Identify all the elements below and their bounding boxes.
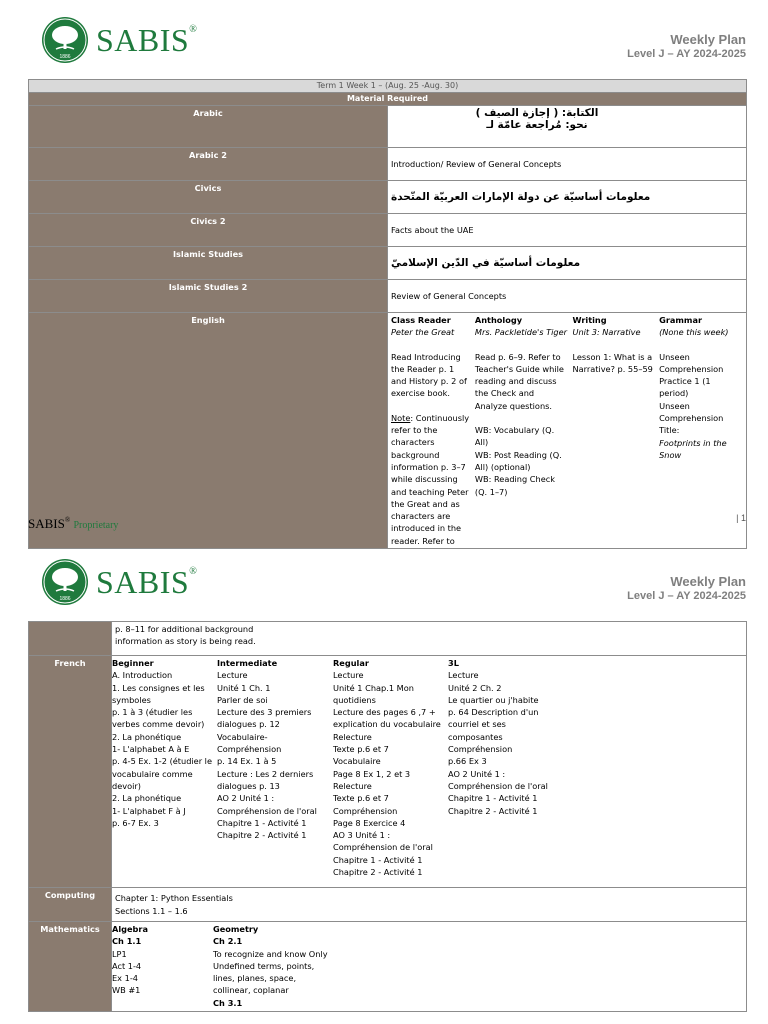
plan-line: p. 6-7 Ex. 3 (112, 817, 159, 828)
writing-column: Writing Unit 3: Narrative Lesson 1: What is a Narrative? p. 55–59 (572, 315, 653, 374)
plan-line: Vocabulaire-Compréhension (217, 731, 282, 755)
plan-title (627, 574, 746, 602)
subject-label: Civics 2 (29, 214, 388, 247)
level-year: Level J – AY 2024-2025 (627, 590, 746, 602)
row-civics-2 (29, 214, 747, 247)
plan-line: Ex 1-4 (112, 973, 138, 984)
subject-label: Computing (29, 888, 112, 922)
weekly-plan-title: Weekly Plan (670, 574, 746, 589)
plan-line: Chapitre 2 - Activité 1 (448, 805, 538, 816)
plan-line: Chapitre 2 - Activité 1 (333, 867, 423, 878)
plan-line: Compréhension (333, 805, 398, 816)
svg-text:1886: 1886 (59, 596, 71, 602)
subject-label: Civics (29, 181, 388, 214)
plan-line: Lecture : Les 2 derniers dialogues p. 13 (217, 768, 314, 791)
plan-line: p. 64 Description d'un courriel et ses composantes (448, 707, 539, 742)
level-year: Level J – AY 2024-2025 (627, 48, 746, 60)
tree-seal-icon (42, 17, 88, 63)
brand-name: SABIS® (96, 563, 198, 600)
subject-label: Arabic 2 (29, 148, 388, 181)
weekly-plan-table-1 (28, 79, 747, 549)
page-2 (0, 548, 768, 1024)
subject-label: Mathematics (29, 922, 112, 1012)
subject-label: Islamic Studies (29, 247, 388, 280)
row-arabic (29, 106, 747, 148)
weekly-plan-table-2 (28, 621, 747, 1012)
algebra-column: Algebra Ch 1.1 LP1 Act 1-4 Ex 1-4 WB #1 (112, 923, 213, 1009)
footer-proprietary: SABIS® Proprietary (28, 516, 119, 531)
english-continued-text: p. 8–11 for additional background information as story is being read. (115, 624, 256, 647)
row-english (29, 313, 747, 549)
geometry-column: Geometry Ch 2.1 To recognize and know Only Undefined terms, points, lines, planes, space, collinear, coplanar Ch 3.1 (213, 923, 335, 1009)
plan-line: Chapitre 2 - Activité 1 (217, 830, 307, 841)
class-reader-column: Class Reader Peter the Great Read Introducing the Reader p. 1 and History p. 2 of exercise book. Note: Continuously refer to the characters background information p. 3–7 while discussing and teaching Peter the Great and as characters are introduced in the reader. Refer to (391, 315, 470, 546)
plan-line: 2. La phonétique (112, 731, 182, 742)
row-french (29, 656, 747, 888)
arabic-line-2: نحو: مُراجعة عامّة لـ (486, 119, 588, 132)
subject-label: English (29, 313, 388, 549)
plan-line: Parler de soi (217, 694, 268, 705)
islamic-studies-content: معلومات أساسيّة في الدّين الإسلاميّ (391, 256, 581, 269)
anthology-column: Anthology Mrs. Packletide's Tiger Read p. 6–9. Refer to Teacher's Guide while reading and discuss the Check and Analyze questions. WB: Vocabulary (Q. All) WB: Post Reading (Q. All) (optional) WB: Reading Check (Q. 1–7) (474, 315, 568, 497)
plan-line: Page 8 Ex 1, 2 et 3 (333, 768, 411, 779)
plan-line: p. 1 à 3 (étudier les verbes comme devoir) (112, 707, 205, 730)
plan-line: Compréhension de l'oral (217, 805, 317, 816)
term-week-band: Term 1 Week 1 – (Aug. 25 -Aug. 30) (29, 80, 747, 93)
plan-line: Compréhension de l'oral (448, 780, 548, 791)
brand-name: SABIS® (96, 21, 198, 58)
row-computing (29, 888, 747, 922)
weekly-plan-title: Weekly Plan (670, 32, 746, 47)
plan-line: Lecture (448, 670, 479, 681)
plan-line: 1. Les consignes et les symboles (112, 682, 205, 705)
tree-seal-icon (42, 559, 88, 605)
civics-2-content: Facts about the UAE (388, 214, 747, 247)
computing-line-2: Sections 1.1 – 1.6 (115, 905, 188, 916)
plan-line: Texte p.6 et 7 (333, 793, 389, 804)
row-civics (29, 181, 747, 214)
row-islamic-studies (29, 247, 747, 280)
sabis-logo (42, 16, 197, 64)
subject-label: Islamic Studies 2 (29, 280, 388, 313)
plan-line: Le quartier ou j'habite (448, 694, 539, 705)
plan-line: Lecture (217, 670, 248, 681)
plan-line: p. 4-5 Ex. 1-2 (étudier le vocabulaire comme devoir) (112, 756, 212, 791)
material-required-band: Material Required (29, 93, 747, 106)
plan-line: Vocabulaire (333, 756, 381, 767)
plan-line: LP1 (112, 948, 127, 959)
french-3l-column: 3L Lecture Unité 2 Ch. 2 Le quartier ou j'habite p. 64 Description d'un courriel et ses composantes Compréhension p.66 Ex 3 AO 2 Unité 1 : Compréhension de l'oral Chapitre 1 - Activité 1 Chapitre 2 - Activité 1 (448, 657, 558, 878)
row-arabic-2 (29, 148, 747, 181)
french-regular-column: Regular Lecture Unité 1 Chap.1 Mon quotidiens Lecture des pages 6 ,7 + explication du vocabulaire Relecture Texte p.6 et 7 Vocabulaire Page 8 Ex 1, 2 et 3 Relecture Texte p.6 et 7 Compréhension Page 8 Exercice 4 AO 3 Unité 1 : Compréhension de l'oral Chapitre 1 - Activité 1 Chapitre 2 - Activité 1 (333, 657, 448, 878)
page-number: | 1 (736, 513, 746, 523)
plan-line: p. 14 Ex. 1 à 5 (217, 756, 277, 767)
plan-line: Relecture (333, 780, 372, 791)
plan-line: Act 1-4 (112, 960, 142, 971)
plan-line: Unité 2 Ch. 2 (448, 682, 502, 693)
plan-line: To recognize and know Only Undefined terms, points, lines, planes, space, collinear, coplanar (213, 948, 328, 996)
plan-line: Chapitre 1 - Activité 1 (333, 854, 423, 865)
plan-title (627, 32, 746, 60)
sabis-logo (42, 558, 197, 606)
french-beginner-column: Beginner A. Introduction 1. Les consignes et les symboles p. 1 à 3 (étudier les verbes comme devoir) 2. La phonétique 1- L'alphabet A à E p. 4-5 Ex. 1-2 (étudier le vocabulaire comme devoir) 2. La phonétique 1- L'alphabet F à J p. 6-7 Ex. 3 (112, 658, 212, 828)
plan-line: Compréhension de l'oral (333, 842, 433, 853)
plan-line: Lecture des 3 premiers dialogues p. 12 (217, 707, 312, 730)
row-islamic-studies-2 (29, 280, 747, 313)
plan-line: Lecture (333, 670, 364, 681)
plan-line: 2. La phonétique (112, 793, 182, 804)
computing-line-1: Chapter 1: Python Essentials (115, 893, 233, 904)
plan-line: p.66 Ex 3 (448, 756, 487, 767)
row-english-continued (29, 622, 747, 656)
plan-line: WB #1 (112, 985, 141, 996)
plan-line: Chapitre 1 - Activité 1 (217, 817, 307, 828)
subject-label: Arabic (29, 106, 388, 148)
plan-line: Compréhension (448, 744, 513, 755)
civics-content: معلومات أساسيّة عن دولة الإمارات العربيّة المتّحدة (391, 190, 651, 203)
plan-line: Lecture des pages 6 ,7 + explication du vocabulaire (333, 707, 441, 730)
plan-line: Chapitre 1 - Activité 1 (448, 793, 538, 804)
plan-line: Unité 1 Ch. 1 (217, 682, 271, 693)
islamic-studies-2-content: Review of General Concepts (388, 280, 747, 313)
french-intermediate-column: Intermediate Lecture Unité 1 Ch. 1 Parler de soi Lecture des 3 premiers dialogues p. 12 Vocabulaire-Compréhension p. 14 Ex. 1 à 5 Lecture : Les 2 derniers dialogues p. 13 AO 2 Unité 1 : Compréhension de l'oral Chapitre 1 - Activité 1 Chapitre 2 - Activité 1 (217, 657, 333, 878)
subject-label: French (29, 656, 112, 888)
arabic-line-1: الكتابة: ( إجازة الصيف ) (475, 107, 599, 119)
plan-line: AO 2 Unité 1 : (217, 793, 275, 804)
row-mathematics (29, 922, 747, 1012)
svg-text:1886: 1886 (59, 54, 71, 60)
plan-line: Page 8 Exercice 4 (333, 817, 406, 828)
plan-line: Texte p.6 et 7 (333, 744, 389, 755)
plan-line: AO 3 Unité 1 : (333, 830, 391, 841)
plan-line: 1- L'alphabet A à E (112, 744, 190, 755)
plan-line: Relecture (333, 731, 372, 742)
plan-line: AO 2 Unité 1 : (448, 768, 506, 779)
plan-line: A. Introduction (112, 670, 173, 681)
grammar-column: Grammar (None this week) Unseen Comprehension Practice 1 (1 period) Unseen Comprehension Title: Footprints in the Snow (659, 315, 729, 460)
plan-line: 1- L'alphabet F à J (112, 805, 186, 816)
arabic-2-content: Introduction/ Review of General Concepts (388, 148, 747, 181)
plan-line: Unité 1 Chap.1 Mon quotidiens (333, 682, 414, 705)
